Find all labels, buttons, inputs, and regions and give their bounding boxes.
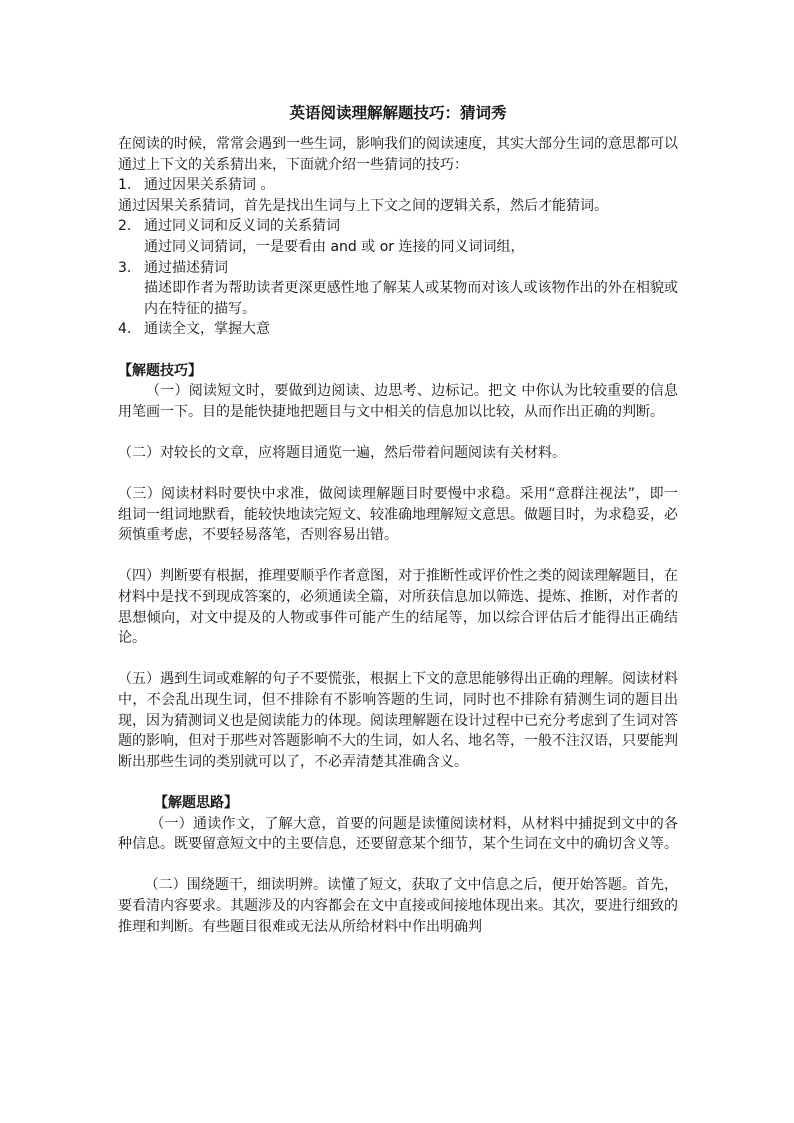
technique-paragraph: （五）遇到生词或难解的句子不要慌张，根据上下文的意思能够得出正确的理解。阅读材料中，不会乱出现生词，但不排除有不影响答题的生词，同时也不排除有猜测生词的题目出现，因为猜测词义也是阅读能力的体现。阅读理解题在设计过程中已充分考虑到了生词对答题的影响，但对于那些对答题影响不大的生词，如人名、地名等，一般不注汉语，只要能判断出那些生词的类别就可以了，不必弄清楚其准确含义。 xyxy=(118,671,678,770)
technique-paragraph: （二）对较长的文章，应将题目通览一遍，然后带着问题阅读有关材料。 xyxy=(118,444,566,461)
approach-paragraph: （二）围绕题干，细读明辨。读懂了短文，获取了文中信息之后，便开始答题。首先，要看清内容要求。其题涉及的内容都会在文中直接或间接地体现出来。其次，要进行细致的推理和判断。有些题目很难或无法从所给材料中作出明确判 xyxy=(118,877,678,935)
technique-paragraph: （三）阅读材料时要快中求准，做阅读理解题目时要慢中求稳。采用“意群注视法”，即一组词一组词地默看，能较快地读完短文、较准确地理解短文意思。做题目时，为求稳妥，必须慎重考虑，不要轻易落笔，否则容易出错。 xyxy=(118,486,678,544)
tip-body: 通过同义词猜词，一是要看由 and 或 or 连接的同义词词组， xyxy=(144,238,525,255)
tip-item xyxy=(118,319,678,340)
tip-label: 通过描述猜词 xyxy=(144,259,228,276)
tip-item xyxy=(118,216,678,237)
tip-label: 通过因果关系猜词 。 xyxy=(144,177,275,194)
tip-number: 4. xyxy=(118,321,132,338)
tip-number: 3. xyxy=(118,259,132,276)
tip-label: 通过同义词和反义词的关系猜词 xyxy=(144,218,340,235)
tip-number: 1. xyxy=(118,177,132,194)
approach-paragraph: （一）通读作文，了解大意，首要的问题是读懂阅读材料，从材料中捕捉到文中的各种信息。既要留意短文中的主要信息，还要留意某个细节，某个生词在文中的确切含义等。 xyxy=(118,815,678,853)
technique-paragraph: （一）阅读短文时，要做到边阅读、边思考、边标记。把文 中你认为比较重要的信息用笔画一下。目的是能快捷地把题目与文中相关的信息加以比较，从而作出正确的判断。 xyxy=(118,383,678,420)
tip-body: 通过因果关系猜词，首先是找出生词与上下文之间的逻辑关系，然后才能猜词。 xyxy=(118,197,608,214)
page-title: 英语阅读理解解题技巧：猜词秀 xyxy=(289,103,507,122)
tip-label: 通读全文，掌握大意 xyxy=(144,321,270,338)
document-body xyxy=(118,102,678,937)
tip-number: 2. xyxy=(118,218,132,235)
section-heading-techniques: 【解题技巧】 xyxy=(118,362,202,379)
section-heading-approach: 【解题思路】 xyxy=(154,795,238,811)
tip-item xyxy=(118,258,678,279)
tip-body: 描述即作者为帮助读者更深更感性地了解某人或某物而对该人或该物作出的外在相貌或内在特征的描写。 xyxy=(144,280,678,317)
technique-paragraph: （四）判断要有根据，推理要顺乎作者意图，对于推断性或评价性之类的阅读理解题目，在材料中是找不到现成答案的，必须通读全篇，对所获信息加以筛选、提炼、推断，对作者的思想倾向，对文中提及的人物或事件可能产生的结尾等，加以综合评估后才能得出正确结论。 xyxy=(118,568,678,647)
tip-item xyxy=(118,175,678,196)
intro-paragraph: 在阅读的时候，常常会遇到一些生词，影响我们的阅读速度，其实大部分生词的意思都可以通过上下文的关系猜出来，下面就介绍一些猜词的技巧： xyxy=(118,136,678,173)
